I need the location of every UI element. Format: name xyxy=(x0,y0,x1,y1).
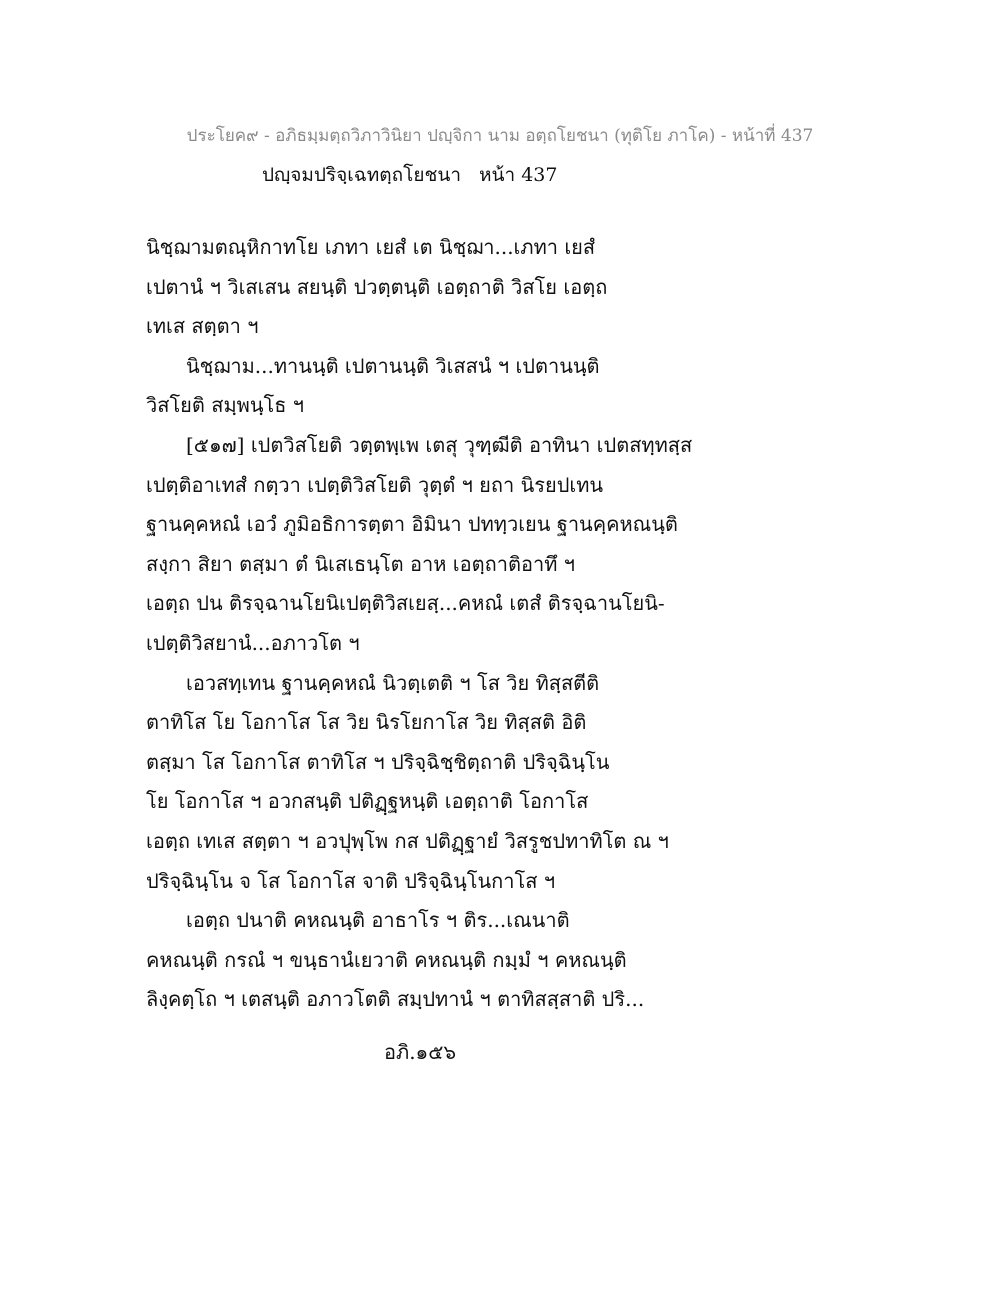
text-line: เปตานํ ฯ วิเสเสน สยนฺติ ปวตฺตนฺติ เอตฺถาติ วิสโย เอตฺถ xyxy=(146,274,608,299)
body-text xyxy=(146,228,866,1020)
footer-reference: อภิ.๑๕๖ xyxy=(384,1040,457,1064)
text-line: นิชฺฌามตณฺหิกาทโย เภทา เยสํ เต นิชฺฌา...เภทา เยสํ xyxy=(146,235,596,259)
text-line: ตสฺมา โส โอกาโส ตาทิโส ฯ ปริจฺฉิชฺชิตฺถาติ ปริจฺฉินฺโน xyxy=(146,749,610,774)
text-line: เอวสทฺเทน ฐานคฺคหณํ นิวตฺเตติ ฯ โส วิย ทิสฺสตีติ xyxy=(186,670,600,695)
page-number-label: หน้า 437 xyxy=(479,164,558,186)
text-line: สงฺกา สิยา ตสฺมา ตํ นิเสเธนฺโต อาห เอตฺถาติอาทึ ฯ xyxy=(146,551,575,576)
text-line: โย โอกาโส ฯ อวกสนฺติ ปติฏฺฐหนฺติ เอตฺถาติ โอกาโส xyxy=(146,789,589,814)
text-line: ตาทิโส โย โอกาโส โส วิย นิรโยกาโส วิย ทิสฺสติ อิติ xyxy=(146,710,587,735)
page-title xyxy=(262,160,558,190)
running-header: ประโยค๙ - อภิธมฺมตฺถวิภาวินิยา ปญฺจิกา นาม อตฺถโยชนา (ทุติโย ภาโค) - หน้าที่ 437 xyxy=(186,126,814,146)
text-line: เอตฺถ ปน ติรจฺฉานโยนิเปตฺติวิสเยสฺ...คหณํ เตสํ ติรจฺฉานโยนิ- xyxy=(146,591,665,616)
text-line: เปตฺติวิสยานํ...อภาวโต ฯ xyxy=(146,630,360,655)
text-line: นิชฺฌาม...ทานนฺติ เปตานนฺติ วิเสสนํ ฯ เปตานนฺติ xyxy=(186,353,600,378)
text-line: [๕๑๗] เปตวิสโยติ วตฺตพฺเพ เตสุ วุฑฺฒีติ อาทินา เปตสทฺทสฺส xyxy=(186,432,693,457)
text-line: ฐานคฺคหณํ เอวํ ภูมิอธิการตฺตา อิมินา ปททฺวเยน ฐานคฺคหณนฺติ xyxy=(146,512,678,537)
text-line: เทเส สตฺตา ฯ xyxy=(146,314,259,339)
text-line: เอตฺถ เทเส สตฺตา ฯ อวปุพฺโพ กส ปติฏฺฐายํ วิสรูชปทาทิโต ณ ฯ xyxy=(146,828,669,853)
text-line: เปตฺติอาเทสํ กตฺวา เปตฺติวิสโยติ วุตฺตํ ฯ ยถา นิรยปเทน xyxy=(146,472,604,497)
text-line: คหณนฺติ กรณํ ฯ ขนฺธานํเยวาติ คหณนฺติ กมฺมํ ฯ คหณนฺติ xyxy=(146,947,627,972)
text-line: เอตฺถ ปนาติ คหณนฺติ อาธาโร ฯ ติร...เณนาติ xyxy=(186,908,570,933)
text-line: ลิงฺคตฺโถ ฯ เตสนฺติ อภาวโตติ สมฺปทานํ ฯ ตาทิสสฺสาติ ปริ... xyxy=(146,987,645,1012)
text-line: วิสโยติ สมฺพนฺโธ ฯ xyxy=(146,393,305,418)
text-line: ปริจฺฉินฺโน จ โส โอกาโส จาติ ปริจฺฉินฺโนกาโส ฯ xyxy=(146,868,556,893)
section-title: ปญฺจมปริจฺเฉทตฺถโยชนา xyxy=(262,164,461,186)
